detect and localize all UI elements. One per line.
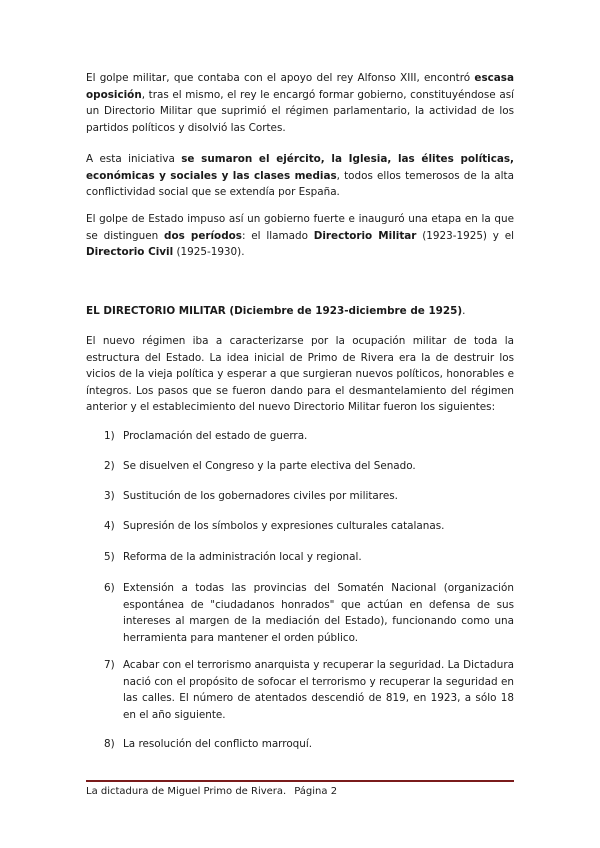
heading-tail: . [462, 305, 466, 317]
heading-text: EL DIRECTORIO MILITAR (Diciembre de 1923-diciembre de 1925) [86, 305, 463, 317]
list-text: Supresión de los símbolos y expresiones culturales catalanas. [123, 520, 445, 532]
paragraph-golpe-militar [86, 70, 514, 136]
list-text: Acabar con el terrorismo anarquista y recuperar la seguridad. La Dictadura nació con el propósito de sofocar el terrorismo y recuperar la seguridad en las calles. El número de atentados descendió de 819, en 1923, a sólo 18 en el año siguiente. [123, 659, 514, 721]
list-text: Extensión a todas las provincias del Somatén Nacional (organización espontánea de "ciudadanos honrados" que actúan en defensa de sus intereses al margen de la mediación del Estado), funcionando como una herramienta para mantener el orden público. [123, 582, 514, 644]
text: , todos ellos temerosos de la alta conflictividad social que se extendía por España. [86, 169, 514, 198]
list-number: 7) [104, 659, 115, 671]
list-number: 3) [104, 490, 115, 502]
text: A esta iniciativa [86, 153, 182, 165]
bold-text: se sumaron el ejército, la Iglesia, las élites políticas, económicas y sociales y las clases medias [86, 153, 514, 182]
paragraph-periodos [86, 211, 514, 261]
list-text: Se disuelven el Congreso y la parte electiva del Senado. [123, 460, 416, 472]
list-number: 6) [104, 582, 115, 594]
bold-text: escasa oposición [86, 72, 514, 101]
bold-text: Directorio Civil [86, 246, 174, 258]
list-number: 4) [104, 520, 115, 532]
section-heading [86, 303, 514, 320]
list-number: 2) [104, 460, 115, 472]
list-number: 8) [104, 738, 115, 750]
text: , tras el mismo, el rey le encargó formar gobierno, constituyéndose así un Directorio Militar que suprimió el régimen parlamentario, la actividad de los partidos políticos y disolvió las Cortes. [86, 88, 514, 134]
list-text: Reforma de la administración local y regional. [123, 551, 362, 563]
page-footer [86, 785, 345, 799]
text: : el llamado [241, 229, 314, 242]
list-text: La resolución del conflicto marroquí. [123, 738, 313, 750]
text: (1923-1925) y el [416, 229, 515, 242]
page-number: Página 2 [294, 786, 338, 797]
text: (1925-1930). [173, 246, 245, 258]
list-text: Sustitución de los gobernadores civiles por militares. [123, 490, 398, 502]
list-number: 1) [104, 430, 115, 442]
bold-text: dos períodos [164, 229, 242, 242]
paragraph-apoyos [86, 151, 514, 201]
paragraph-text: El nuevo régimen iba a caracterizarse por la ocupación militar de toda la estructura del Estado. La idea inicial de Primo de Rivera era la de destruir los vicios de la vieja política y esperar a que surgieran nuevos políticos, honorables e íntegros. Los pasos que se fueron dando para el desmantelamiento del régimen anterior y el establecimiento del nuevo Directorio Militar fueron los siguientes: [86, 335, 514, 413]
footer-divider [86, 780, 514, 782]
paragraph-nuevo-regimen [86, 333, 514, 416]
footer-title: La dictadura de Miguel Primo de Rivera. [86, 786, 287, 797]
text: El golpe de Estado impuso así un gobierno fuerte e inauguró una etapa en la que se distinguen [86, 213, 514, 242]
list-text: Proclamación del estado de guerra. [123, 430, 308, 442]
bold-text: Directorio Militar [313, 229, 417, 242]
text: El golpe militar, que contaba con el apoyo del rey Alfonso XIII, encontró [86, 72, 475, 84]
list-number: 5) [104, 551, 115, 563]
